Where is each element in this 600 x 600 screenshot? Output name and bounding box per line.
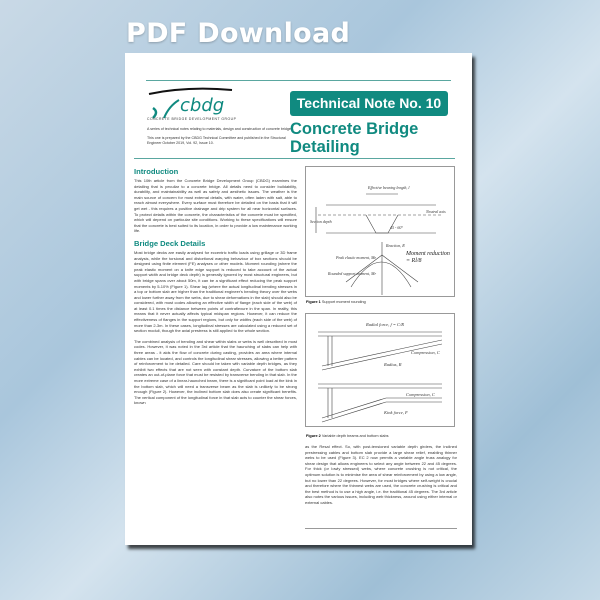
- figure-label: Figure 1: [306, 300, 321, 304]
- title-rule: [134, 158, 455, 159]
- title-line-2: Detailing: [290, 138, 360, 156]
- fig1-annotation: Reaction, R: [386, 243, 405, 248]
- paragraph: The combined analysis of bending and shear within slabs or webs is well described in most codes. However, it was noted in the 3rd article that the haunching of slabs can help with three areas - it aids the flow of concrete during casting, provides an area where internal cables can be located, and controls the longitudinal shear stresses, allowing a better pattern of reinforcement to be detailed. Care should be taken with variable depth bridges, as they exhibit two effects that are not seen with constant depth. Curvature of the bottom slab creates an out-of-plane force that must be resisted by transverse bending in that slab. In the more extreme case of a linear-haunched beam, there is a significant point load at the kink in the bottom slab, which will need a transverse beam as the slab is unlikely to be strong enough (Figure 2). However, the inclined bottom slab does also create significant benefits. The vertical component of the longitudinal force in that slab acts to counter the shear forces, known: [134, 338, 297, 406]
- fig2-annotation: Kink force, F: [384, 410, 408, 415]
- fig1-annotation: Peak elastic moment, Me: [336, 255, 377, 260]
- fig2-annotation: Radial force, f = C/R: [366, 322, 404, 327]
- section-heading: Bridge Deck Details: [134, 238, 206, 248]
- technical-note-label: Technical Note No. 10: [290, 91, 448, 116]
- fig1-annotation: Neutral axis: [426, 209, 446, 214]
- figure-1-caption: [306, 300, 366, 304]
- fig1-annotation: Effective bearing length, l: [368, 185, 410, 190]
- left-column: [134, 165, 297, 411]
- logo-subtitle: CONCRETE BRIDGE DEVELOPMENT GROUP: [147, 117, 237, 121]
- fig1-annotation: 45 - 60°: [390, 225, 403, 230]
- figure-caption-text: Variable depth beams and bottom slabs: [321, 434, 389, 438]
- fig1-moment-reduction-note: Moment reduction = Rl/8: [406, 251, 450, 264]
- figure-caption-text: Support moment rounding: [321, 300, 366, 304]
- document-page: [125, 53, 472, 545]
- fig2-annotation: Compression, C: [406, 392, 435, 397]
- paragraph: Most bridge decks are easily analysed for eccentric traffic loads using grillage or 3D frame analysis, while the torsional and distortional warping behaviour of box sections should be designed using finite element (FE) analyses or other models. Moment rounding (where the peak elastic moment on a knife edge support is reduced to take account of the actual support width and bridge deck depth) is generally ignored by most structural engineers, but with bridge spans over about 50m, it can be a significant effect reducing the peak support moments by 5-10% (Figure 1). Shear lag (where the actual longitudinal bending stresses in a top or bottom slab are higher than the traditional engineer's bending theory over the webs and lower further away from the webs, due to shear deformations in the slab) should also be considered, with most codes allowing an effective width of flange (each side of the web) of at least 0.1 times the distance between points of contraflexure in the span. In reality, this means that it never actually affects typical midspan regions. However, it can reduce the effectiveness of flanges in the support regions, but only for widths (each side of the web) of more than 2-3m. In these cases, longitudinal stresses are calculated using a reduced set of section moduli, though the axial prestress is still applied to the whole section.: [134, 249, 297, 334]
- fig1-annotation: Section depth: [310, 219, 332, 224]
- series-text: A series of technical notes relating to materials, design and construction of concrete bridges.: [147, 127, 294, 131]
- right-column-text: as the Resal effect. So, with post-tensioned variable depth girders, the inclined prestressing cables and bottom slab provide a large shear relief, enabling thinner webs to be used (Figure 3). EC 2 now permits a variable angle truss analogy for shear design that allows engineers to select any angle between 22 and 45 degrees. For thick (or lowly stressed) webs, where concrete crushing is not critical, the optimum solution is to minimise the area of shear reinforcement by using a low angle, but no lower than 22 degrees. However, for most bridges where self-weight is crucial and therefore where the thinnest webs are used, the concrete crushing is critical and the best method is to use a high angle, i.e. the traditional 45 degrees. The 3rd article also notes the various issues, including web thickness, around using either internal or external cables.: [305, 444, 457, 505]
- logo-name: cbdg: [180, 95, 225, 116]
- title-line-1: Concrete Bridge: [290, 120, 419, 138]
- section-heading: Introduction: [134, 167, 179, 176]
- header-rule: [146, 80, 451, 81]
- pdf-download-banner[interactable]: PDF Download: [126, 18, 351, 49]
- footer-rule: [305, 528, 457, 529]
- figure-2-caption: [306, 434, 388, 438]
- series-description: [147, 127, 297, 146]
- figure-1-sketch: [306, 167, 454, 296]
- fig2-annotation: Radius, R: [384, 362, 402, 367]
- figure-2-sketch: [306, 314, 454, 426]
- figure-1: [305, 166, 455, 297]
- figure-label: Figure 2: [306, 434, 321, 438]
- fig1-annotation: Rounded support moment, Mr: [328, 271, 376, 276]
- fig2-annotation: Compression, C: [411, 350, 440, 355]
- prepared-text: This one is prepared by the CBDG Technical Committee and published in the Structural Engineer October 2019, Vol. 92, Issue 10.: [147, 136, 286, 145]
- paragraph: This 10th article from the Concrete Bridge Development Group (CBDG) examines the detailing that is peculiar to a concrete bridge. All details need to consider buildability, durability, and maintainability as well as safety and aesthetic issues. The weather is the main source of concern for most external details, with water, often laden with salt, able to reach almost everywhere. Every surface must therefore be detailed on the basis that it will get wet - this requires a positive drainage and drip system for all near horizontal surfaces. To protect details within the concrete, the characteristics of the concrete must be specified, which will depend on particular site conditions. Working to these specifications will ensure that the concrete is best suited to its location, in order to provide a low maintenance working life.: [134, 178, 297, 234]
- figure-2: [305, 313, 455, 427]
- document-title: [290, 120, 418, 156]
